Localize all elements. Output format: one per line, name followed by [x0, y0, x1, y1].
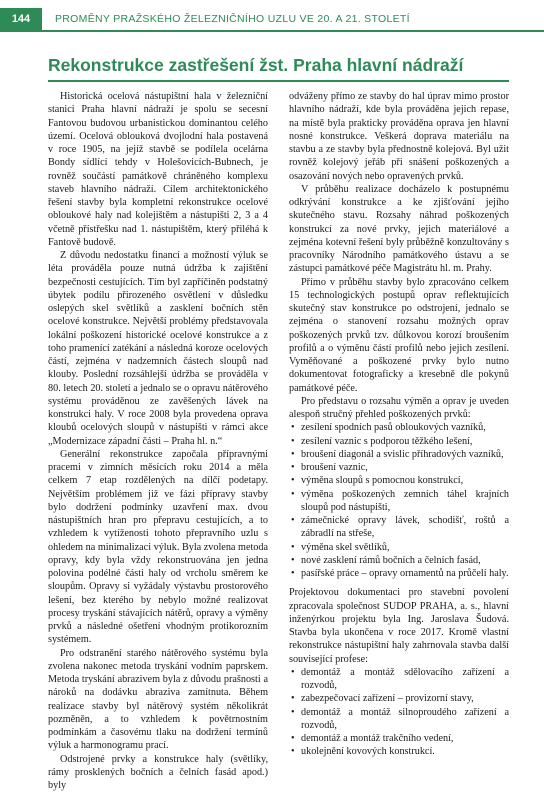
- left-column: [48, 90, 268, 792]
- paragraph: Přímo v průběhu stavby bylo zpracováno celkem 15 technologických postupů oprav reflektujících skutečný stav konstrukce po odstrojení, jednalo se zejména o stanovení rozsahu možných oprav poškozených prvků tzv. důlkovou korozí broušením profilů a o výměnu částí profilů nebo jejich zesílení. Vyměňované a poškozené prvky bylo nutno dokumentovat fotograficky a kresebně dle pokynů památkové péče.: [289, 276, 509, 395]
- paragraph: Pro představu o rozsahu výměn a oprav je uveden alespoň stručný přehled poškozených prvků:: [289, 395, 509, 422]
- paragraph: Z důvodu nedostatku financí a možností výluk se léta prováděla pouze nutná údržba k zajištění bezpečnosti cestujících. Tím byl zapříčiněn podstatný úbytek podílu přirozeného osvětlení v důsledku oslepých skel světlíků a zasklení bočních stěn ocelové konstrukce. Největší problémy představovala lokální poškození historické ocelové konstrukce a z toho pramenící zatékání a následná koroze ocelových částí, zejména v nadzemních částech sloupů nad klouby. Poslední rozsáhlejší údržba se prováděla v 80. letech 20. století a jednalo se o opravu nátěrového systému prováděnou ze zavěšených lávek na konstrukci haly. V roce 2008 byla provedena oprava kloubů ocelových sloupů v nástupišti v rámci akce „Modernizace západní části – Praha hl. n.“: [48, 249, 268, 448]
- paragraph: Historická ocelová nástupištní hala v železniční stanici Praha hlavní nádraží je spolu se secesní Fantovou budovou urbanistickou dominantou celého území. Ocelová oblouková dvojlodní hala postavená v roce 1905, na jejíž stavbě se podílela ocelárna Bondy sídlící tehdy v Holešovicích-Bubnech, je rovněž součástí památkově chráněného komplexu staveb hlavního nádraží. Cílem architektonického řešení stavby byla kompletní rekonstrukce ocelové obloukové haly nad kolejištěm a nástupišti 2, 3 a 4 včetně přístřešku nad 1. nástupištěm, který přiléhá k Fantově budově.: [48, 90, 268, 249]
- list-item: • demontáž a montáž silnoproudého zařízení a rozvodů,: [289, 706, 509, 733]
- related-professions-list: [289, 666, 509, 759]
- list-item: • výměna poškozených zemních táhel krajních sloupů pod nástupišti,: [289, 488, 509, 515]
- list-item: • broušení diagonál a svislic příhradových vazníků,: [289, 448, 509, 461]
- list-item: • zesílení spodních pasů obloukových vazníků,: [289, 421, 509, 434]
- header-rule: [0, 30, 544, 32]
- list-item: • demontáž a montáž trakčního vedení,: [289, 732, 509, 745]
- list-item: • demontáž a montáž sdělovacího zařízení a rozvodů,: [289, 666, 509, 693]
- paragraph: Projektovou dokumentaci pro stavební povolení zpracovala společnost SUDOP PRAHA, a. s., hlavní inženýrkou projektu byla Ing. Jaroslava Šudová. Stavba byla ukončena v roce 2017. Kromě vlastní rekonstrukce nástupištní haly zahrnovala stavba další související profese:: [289, 586, 509, 666]
- list-item: • pasířské práce – opravy ornamentů na průčelí haly.: [289, 567, 509, 580]
- damaged-elements-list: [289, 421, 509, 580]
- page-header: [0, 0, 544, 34]
- paragraph: Generální rekonstrukce započala přípravnými pracemi v zimních měsících roku 2014 a měla celkem 7 etap rozdělených na dílčí podetapy. Největším problémem již ve fázi přípravy stavby bylo dodržení podmínky uzavření max. dvou nástupištních hran pro přepravu cestujících, a to vzhledem k vytíženosti tohoto přepravního uzlu s ohledem na minimalizaci výluk. Byla zvolena metoda opravy, kdy byla vždy rekonstruována jen jedna polovina podélné části haly od vrcholu směrem ke sloupům. Opravy si vyžádaly výstavbu prostorového lešení, bez kterého by nebylo možné realizovat procesy tryskání stávajících nátěrů, opravy a výměny prvků a následné ošetření vhodným protikorozním systémem.: [48, 448, 268, 647]
- list-item: • zámečnické opravy lávek, schodišť, roštů a zábradlí na střeše,: [289, 514, 509, 541]
- paragraph: V průběhu realizace docházelo k postupnému odkrývání konstrukce a ke zjišťování jejího skutečného stavu. Rozsahy náhrad poškozených konstrukcí za nové prvky, jejich materiálové a zejména kotevní řešení byly průběžně konzultovány s pracovníky Národního památkového ústavu a se zástupci památkové péče Magistrátu hl. m. Prahy.: [289, 183, 509, 276]
- list-item: • ukolejnění kovových konstrukcí.: [289, 745, 509, 758]
- paragraph: Odstrojené prvky a konstrukce haly (světlíky, rámy prosklených bočních a čelních fasád apod.) byly: [48, 753, 268, 792]
- list-item: • zesílení vaznic s podporou těžkého lešení,: [289, 435, 509, 448]
- list-item: • broušení vaznic,: [289, 461, 509, 474]
- page-number: 144: [0, 8, 42, 30]
- paragraph: Pro odstranění starého nátěrového systému byla zvolena nakonec metoda tryskání vodním paprskem. Metoda tryskání abrazivem byla z důvodu prašnosti a nároků na dodávku abraziva zamítnuta. Během realizace stavby byl nátěrový systém několikrát pozměněn, a to vzhledem k povětrnostním podmínkám a časovému tlaku na dodržení termínů výluk a harmonogramu prací.: [48, 647, 268, 753]
- right-column: [289, 90, 509, 759]
- running-title: PROMĚNY PRAŽSKÉHO ŽELEZNIČNÍHO UZLU VE 20. A 21. STOLETÍ: [55, 8, 410, 30]
- list-item: • výměna sloupů s pomocnou konstrukcí,: [289, 474, 509, 487]
- article-title: Rekonstrukce zastřešení žst. Praha hlavní nádraží: [48, 54, 518, 76]
- paragraph: odváženy přímo ze stavby do hal úprav mimo prostor hlavního nádraží, kde byla prováděna jejich repase, na místě byla prakticky prováděna oprava jen hlavní nosné konstrukce. Veškerá doprava materiálu na stavbu a ze stavby byla přednostně kolejová. Byl užit rovněž kolejový jeřáb při snášení poškozených a osazování nových nebo opravených prvků.: [289, 90, 509, 183]
- list-item: • výměna skel světlíků,: [289, 541, 509, 554]
- title-rule: [48, 80, 509, 82]
- list-item: • zabezpečovací zařízení – provizorní stavy,: [289, 692, 509, 705]
- list-item: • nové zasklení rámů bočních a čelních fasád,: [289, 554, 509, 567]
